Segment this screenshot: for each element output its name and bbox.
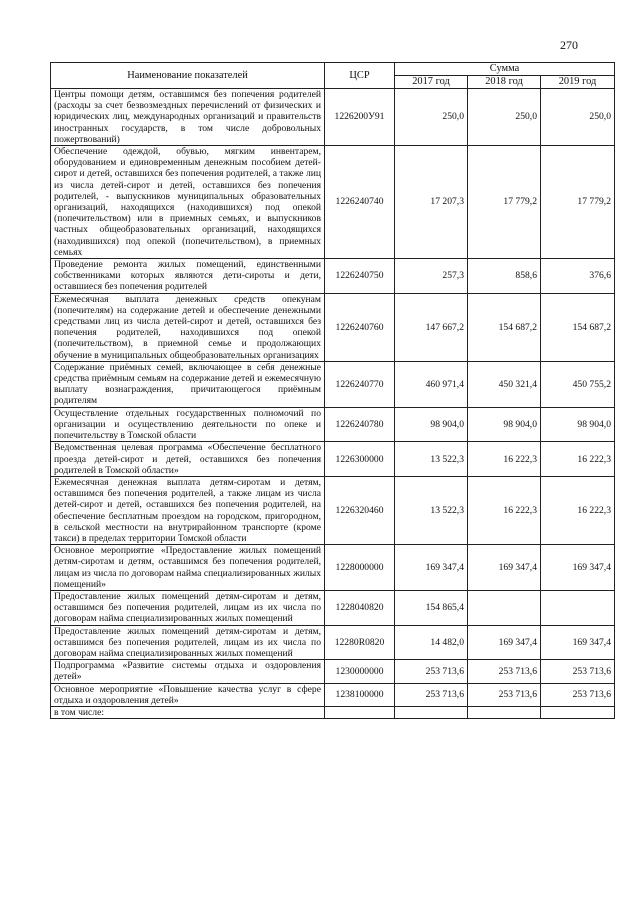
row-value-2017: 154 865,4	[395, 590, 468, 625]
table-row	[51, 89, 615, 146]
row-value-2018: 169 347,4	[468, 545, 541, 591]
row-csr-cell: 1226300000	[325, 442, 395, 477]
row-value-2018: 98 904,0	[468, 407, 541, 442]
row-csr-cell: 1226240780	[325, 407, 395, 442]
row-value-2019: 169 347,4	[541, 625, 615, 660]
budget-table	[50, 62, 615, 719]
row-value-2017: 257,3	[395, 259, 468, 294]
table-row	[51, 146, 615, 259]
row-value-2017: 253 713,6	[395, 660, 468, 683]
row-value-2019: 154 687,2	[541, 293, 615, 361]
row-value-2018: 450 321,4	[468, 361, 541, 407]
table-row	[51, 407, 615, 442]
row-value-2018: 253 713,6	[468, 660, 541, 683]
row-csr-cell: 1226240770	[325, 361, 395, 407]
table-body	[51, 89, 615, 719]
row-name-cell: Ежемесячная денежная выплата детям-сиротам и детям, оставшимся без попечения родителей, а также лицам из числа детей-сирот и детей, оставшихся без попечения родителей, на обеспечение бесплатным проездом на городском, пригородном, в сельской местности на внутрирайонном транспорте (кроме такси) в пределах территории Томской области	[51, 476, 325, 544]
page-number: 270	[560, 38, 578, 52]
header-year-2019: 2019 год	[541, 76, 615, 89]
table-header	[51, 63, 615, 89]
row-name-cell: Предоставление жилых помещений детям-сиротам и детям, оставшимся без попечения родителей, лицам из их числа по договорам найма специализированных жилых помещений	[51, 625, 325, 660]
row-value-2017: 253 713,6	[395, 683, 468, 706]
row-value-2019: 376,6	[541, 259, 615, 294]
row-value-2018: 250,0	[468, 89, 541, 146]
row-name-cell: Обеспечение одеждой, обувью, мягким инвентарем, оборудованием и единовременным денежным пособием детей-сирот и детей, оставшихся без попечения родителей, а также лиц из числа детей-сирот и детей, оставшихся без попечения родителей, - выпускников муниципальных образовательных организаций, находящихся (находившихся) под опекой (попечительством) или в приемных семьях, и выпускников частных общеобразовательных организаций, находящихся (находившихся) под опекой (попечительством), в приемных семьях	[51, 146, 325, 259]
row-value-2018: 17 779,2	[468, 146, 541, 259]
row-value-2017	[395, 706, 468, 718]
row-name-cell: Основное мероприятие «Повышение качества услуг в сфере отдыха и оздоровления детей»	[51, 683, 325, 706]
row-name-cell: в том числе:	[51, 706, 325, 718]
row-name-cell: Осуществление отдельных государственных полномочий по организации и осуществлению деятельности по опеке и попечительству в Томской области	[51, 407, 325, 442]
row-value-2018	[468, 590, 541, 625]
row-csr-cell: 1238100000	[325, 683, 395, 706]
row-name-cell: Ведомственная целевая программа «Обеспечение бесплатного проезда детей-сирот и детей, оставшихся без попечения родителей в Томской области»	[51, 442, 325, 477]
row-value-2019: 253 713,6	[541, 683, 615, 706]
table-row	[51, 442, 615, 477]
row-value-2019: 17 779,2	[541, 146, 615, 259]
row-value-2019	[541, 590, 615, 625]
row-value-2019: 253 713,6	[541, 660, 615, 683]
row-name-cell: Содержание приёмных семей, включающее в себя денежные средства приёмным семьям на содержание детей и ежемесячную выплату вознаграждения, причитающегося приёмным родителям	[51, 361, 325, 407]
table-row	[51, 706, 615, 718]
row-value-2019: 450 755,2	[541, 361, 615, 407]
row-value-2019: 250,0	[541, 89, 615, 146]
row-name-cell: Проведение ремонта жилых помещений, единственными собственниками которых являются дети-сироты и дети, оставшиеся без попечения родителей	[51, 259, 325, 294]
row-value-2019: 98 904,0	[541, 407, 615, 442]
row-value-2017: 14 482,0	[395, 625, 468, 660]
header-sum: Сумма	[395, 63, 615, 76]
row-value-2017: 147 667,2	[395, 293, 468, 361]
row-csr-cell	[325, 706, 395, 718]
table-row	[51, 259, 615, 294]
row-value-2017: 250,0	[395, 89, 468, 146]
row-name-cell: Ежемесячная выплата денежных средств опекунам (попечителям) на содержание детей и обеспечение денежными средствами лиц из числа детей-сирот и детей, оставшихся без попечения родителей, находившихся под опекой (попечительством), в приемной семье и продолжающих обучение в муниципальных общеобразовательных организациях	[51, 293, 325, 361]
row-value-2018: 16 222,3	[468, 476, 541, 544]
table-row	[51, 660, 615, 683]
table-row	[51, 361, 615, 407]
header-year-2018: 2018 год	[468, 76, 541, 89]
table-row	[51, 625, 615, 660]
table-row	[51, 293, 615, 361]
table-row	[51, 476, 615, 544]
row-value-2017: 169 347,4	[395, 545, 468, 591]
row-value-2017: 13 522,3	[395, 476, 468, 544]
table-row	[51, 683, 615, 706]
row-csr-cell: 1226240750	[325, 259, 395, 294]
row-value-2018: 858,6	[468, 259, 541, 294]
row-value-2018: 154 687,2	[468, 293, 541, 361]
row-csr-cell: 1226240740	[325, 146, 395, 259]
row-value-2017: 17 207,3	[395, 146, 468, 259]
row-value-2018: 253 713,6	[468, 683, 541, 706]
row-csr-cell: 1228000000	[325, 545, 395, 591]
row-value-2018	[468, 706, 541, 718]
header-csr: ЦСР	[325, 63, 395, 89]
row-csr-cell: 1226200У91	[325, 89, 395, 146]
row-value-2018: 169 347,4	[468, 625, 541, 660]
row-name-cell: Центры помощи детям, оставшимся без попечения родителей (расходы за счет безвозмездных перечислений от физических и юридических лиц, международных организаций и правительств иностранных государств, в том числе добровольных пожертвований)	[51, 89, 325, 146]
row-csr-cell: 1228040820	[325, 590, 395, 625]
row-name-cell: Подпрограмма «Развитие системы отдыха и оздоровления детей»	[51, 660, 325, 683]
row-name-cell: Основное мероприятие «Предоставление жилых помещений детям-сиротам и детям, оставшимся без попечения родителей, лицам из числа по договорам найма специализированных жилых помещений»	[51, 545, 325, 591]
header-year-2017: 2017 год	[395, 76, 468, 89]
row-csr-cell: 1226320460	[325, 476, 395, 544]
table-row	[51, 545, 615, 591]
row-value-2019: 169 347,4	[541, 545, 615, 591]
row-value-2018: 16 222,3	[468, 442, 541, 477]
row-name-cell: Предоставление жилых помещений детям-сиротам и детям, оставшимся без попечения родителей, лицам из их числа по договорам найма специализированных жилых помещений	[51, 590, 325, 625]
row-csr-cell: 1230000000	[325, 660, 395, 683]
header-name: Наименование показателей	[51, 63, 325, 89]
row-value-2017: 13 522,3	[395, 442, 468, 477]
row-value-2019: 16 222,3	[541, 476, 615, 544]
row-csr-cell: 1226240760	[325, 293, 395, 361]
row-value-2019: 16 222,3	[541, 442, 615, 477]
row-value-2019	[541, 706, 615, 718]
row-value-2017: 98 904,0	[395, 407, 468, 442]
row-csr-cell: 12280R0820	[325, 625, 395, 660]
row-value-2017: 460 971,4	[395, 361, 468, 407]
table-row	[51, 590, 615, 625]
